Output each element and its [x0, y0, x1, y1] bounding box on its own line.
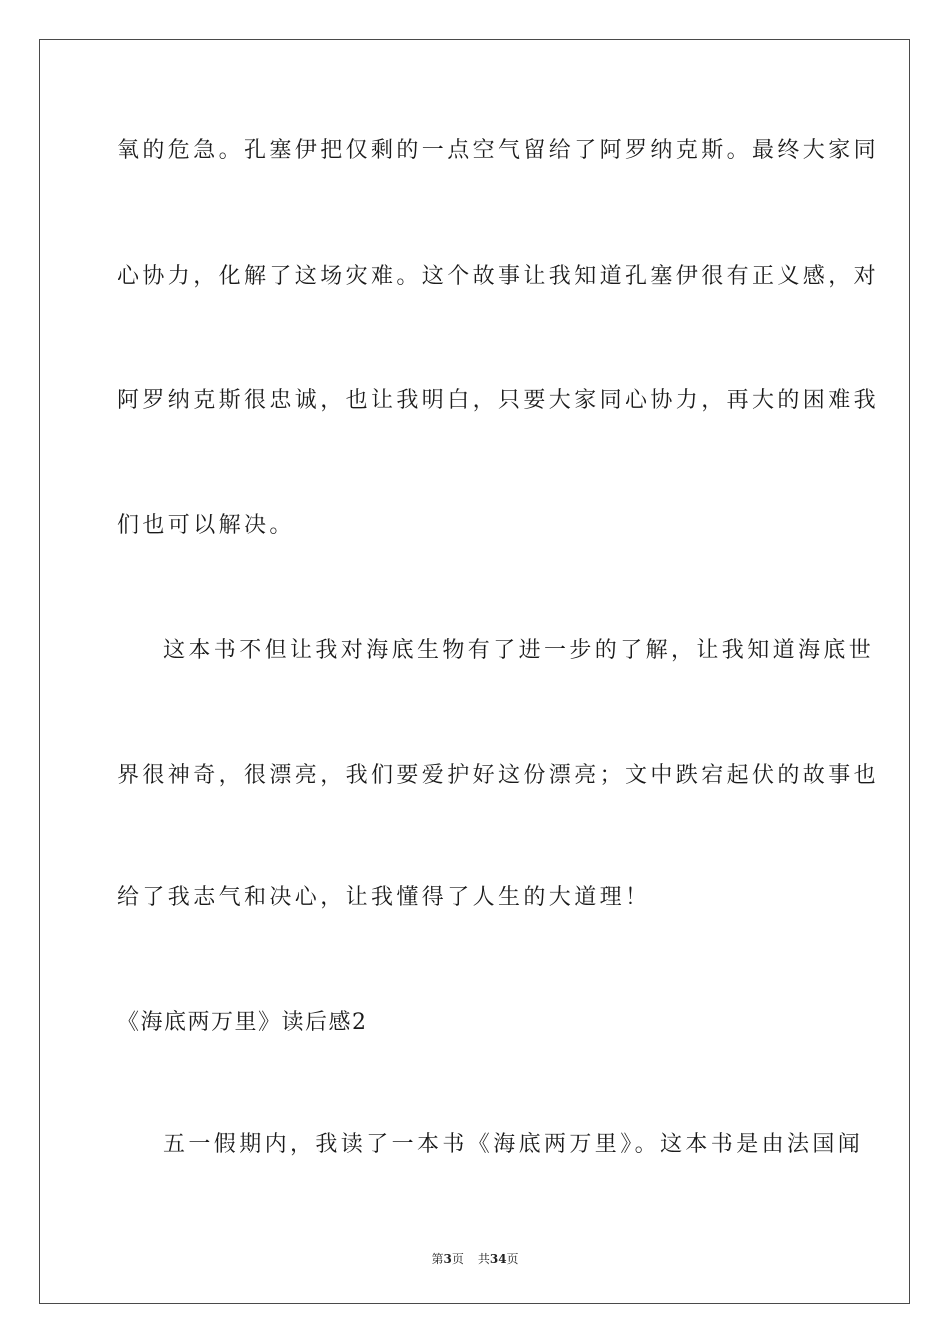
page-footer: [0, 1250, 950, 1267]
paragraph-line: 五一假期内，我读了一本书《海底两万里》。这本书是由法国闻: [163, 1132, 864, 1157]
total-suffix: 页: [506, 1252, 519, 1266]
paragraph-line: 氧的危急。孔塞伊把仅剩的一点空气留给了阿罗纳克斯。最终大家同: [117, 138, 880, 163]
page-prefix: 第: [431, 1252, 444, 1266]
total-prefix: 共: [477, 1252, 490, 1266]
paragraph-line: 心协力，化解了这场灾难。这个故事让我知道孔塞伊很有正义感，对: [117, 264, 880, 289]
paragraph-line: 这本书不但让我对海底生物有了进一步的了解，让我知道海底世: [163, 638, 875, 663]
page-border: [39, 39, 910, 1304]
section-title: 《海底两万里》读后感2: [117, 1010, 368, 1035]
paragraph-line: 界很神奇，很漂亮，我们要爱护好这份漂亮；文中跌宕起伏的故事也: [117, 763, 880, 788]
page-number: 3: [443, 1252, 452, 1266]
paragraph-line: 给了我志气和决心，让我懂得了人生的大道理！: [117, 885, 651, 910]
paragraph-line: 们也可以解决。: [117, 513, 295, 538]
page-suffix: 页: [451, 1252, 464, 1266]
paragraph-line: 阿罗纳克斯很忠诚，也让我明白，只要大家同心协力，再大的困难我: [117, 388, 880, 413]
page-total: 34: [489, 1252, 507, 1266]
